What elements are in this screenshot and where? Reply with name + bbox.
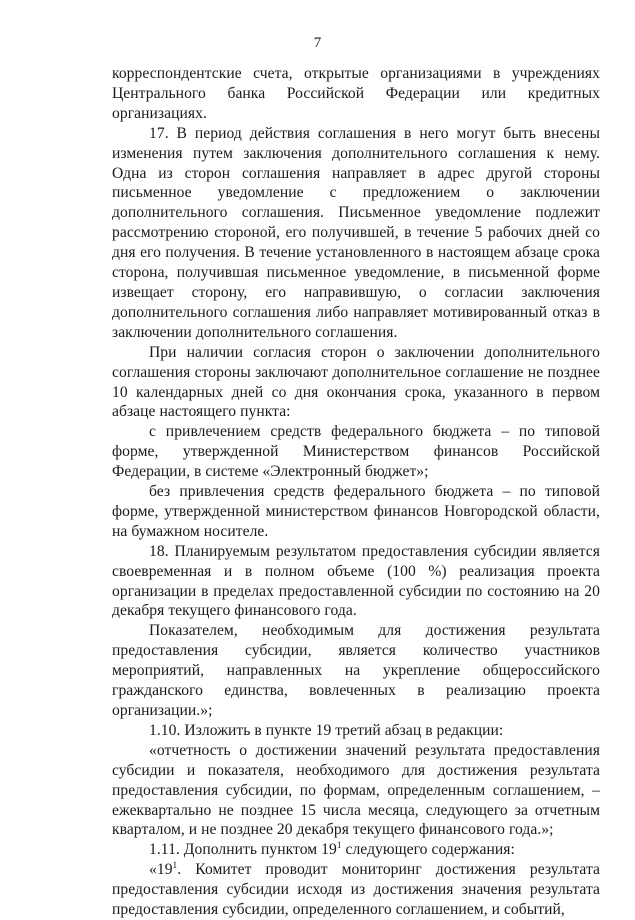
- paragraph-18-indicator: Показателем, необходимым для достижения результата предоставления субсидии, является количество участников мероприятий, направленных на укрепление общероссийского гражданского единства, вовлеченных в реализацию проекта организации.»;: [112, 622, 600, 719]
- paragraph-1-10-quote: «отчетность о достижении значений результата предоставления субсидии и показателя, необходимого для достижения результата предоставления субсидии, по формам, определенным соглашением, – ежеквартально не позднее 15 числа месяца, следующего за отчетным кварталом, и не позднее 20 декабря текущего финансового года.»;: [112, 741, 600, 839]
- paragraph-18: 18. Планируемым результатом предоставления субсидии является своевременная и в полном объеме (100 %) реализация проекта организации в пределах предоставленной субсидии по состоянию на 20 декабря текущего финансового года.: [112, 542, 600, 620]
- paragraph-17-regional: без привлечения средств федерального бюджета – по типовой форме, утвержденной министерством финансов Новгородской области, на бумажном носителе.: [112, 483, 600, 540]
- paragraph-1-11-tail: следующего содержания:: [341, 841, 515, 859]
- paragraph-17-federal: с привлечением средств федерального бюджета – по типовой форме, утвержденной Министерством финансов Российской Федерации, в системе «Электронный бюджет»;: [112, 423, 600, 481]
- paragraph-1-11: [112, 840, 600, 860]
- paragraph-17-consent: При наличии согласия сторон о заключении дополнительного соглашения стороны заключают дополнительное соглашение не позднее 10 календарных дней со дня окончания срока, указанного в первом абзаце настоящего пункта:: [112, 343, 600, 421]
- superscript-one: 1: [336, 841, 342, 852]
- paragraph-19-1: [112, 860, 600, 920]
- paragraph-17: 17. В период действия соглашения в него могут быть внесены изменения путем заключения дополнительного соглашения к нему. Одна из сторон соглашения направляет в адрес другой стороны письменное уведомление с предложением о заключении дополнительного соглашения. Письменное уведомление подлежит рассмотрению стороной, его получившей, в течение 5 рабочих дней со дня его получения. В течение установленного в настоящем абзаце срока сторона, получившая письменное уведомление, в письменной форме извещает сторону, его направившую, о согласии заключения дополнительного соглашения либо направляет мотивированный отказ в заключении дополнительного соглашения.: [112, 124, 600, 341]
- paragraph-1-10: 1.10. Изложить в пункте 19 третий абзац в редакции:: [149, 721, 504, 739]
- superscript-one: 1: [172, 861, 178, 872]
- paragraph-19-1-text: . Комитет проводит мониторинг достижения результата предоставления субсидии исходя из достижения значения результата предоставления субсидии, определенного соглашением, и событий,: [112, 861, 600, 919]
- paragraph-19-1-head: «19: [149, 861, 173, 879]
- document-body: [112, 64, 600, 920]
- paragraph-1-11-text: 1.11. Дополнить пунктом 19: [149, 841, 337, 859]
- paragraph-continuation: корреспондентские счета, открытые организациями в учреждениях Центрального банка Российской Федерации или кредитных организациях.: [112, 65, 600, 122]
- paragraph-list: [112, 64, 600, 840]
- page-number: 7: [313, 35, 322, 51]
